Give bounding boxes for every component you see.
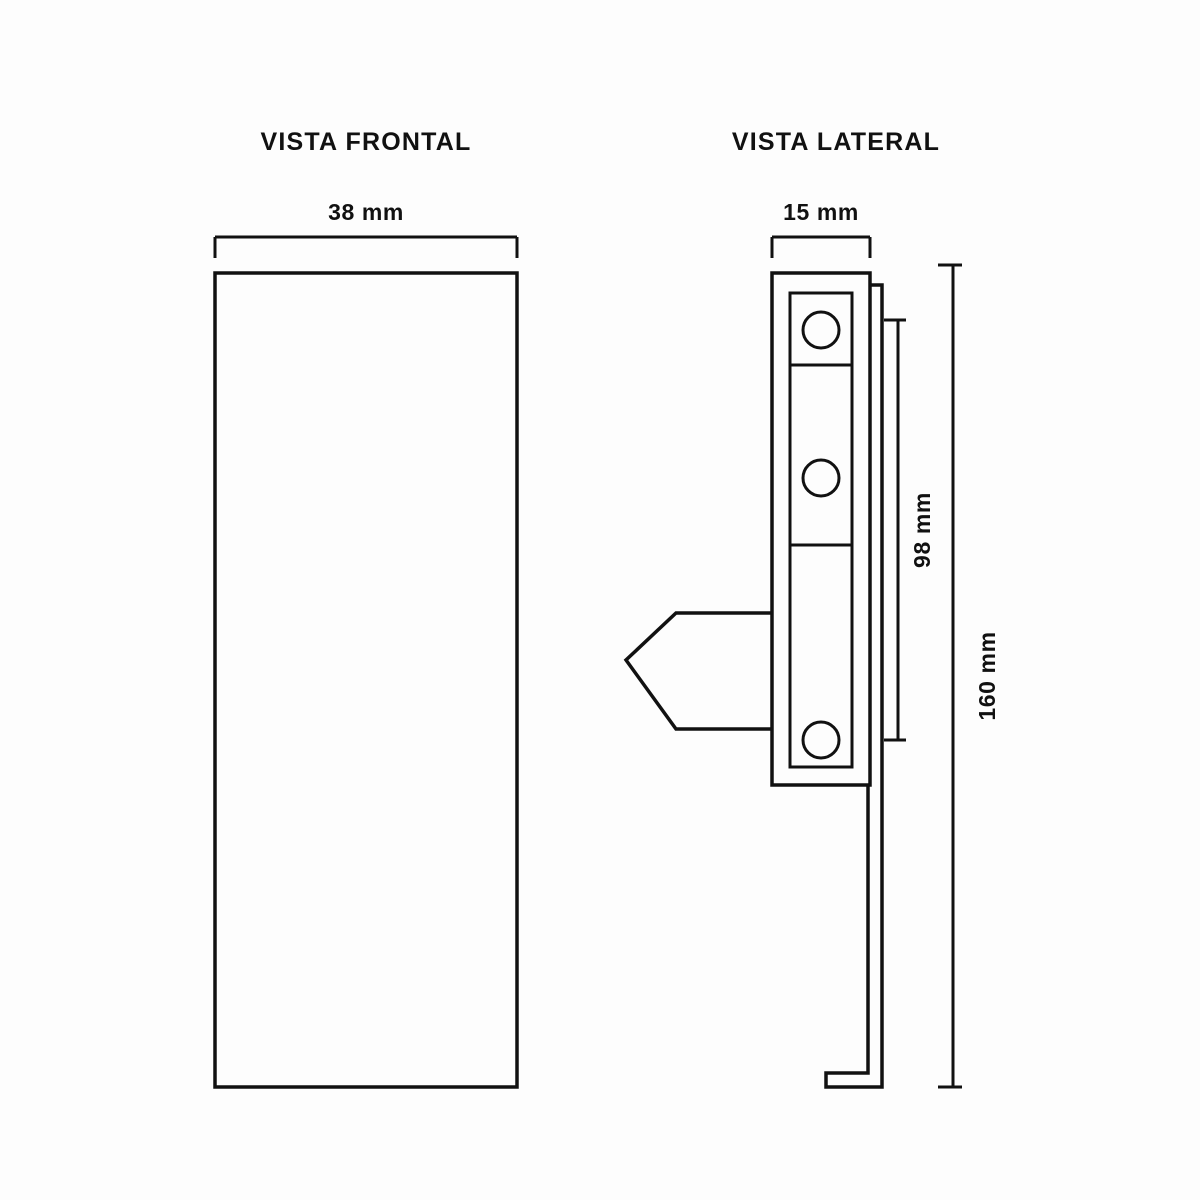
bolt-tongue-outline [626,613,772,729]
side-width-label: 15 mm [783,199,859,225]
side-view-plate-segment-middle [790,365,852,545]
screw-hole-middle-icon [803,460,839,496]
total-height-dimension [938,265,1000,1087]
side-view-plate-segment-top [790,293,852,365]
side-view-plate-segment-bottom [790,545,852,767]
side-view-title: VISTA LATERAL [731,128,941,156]
front-width-dimension [215,199,517,258]
side-view-faceplate-strip [826,285,882,1087]
screw-hole-top-icon [803,312,839,348]
front-view-title: VISTA FRONTAL [260,128,472,156]
front-width-label: 38 mm [328,199,404,225]
screw-span-dimension [884,320,935,740]
front-view-body-outline [215,273,517,1087]
side-view-case-outline [772,273,870,785]
screw-span-label: 98 mm [909,492,935,568]
total-height-label: 160 mm [974,631,1000,721]
front-view-group [215,128,517,1087]
side-view-group [626,128,1000,1087]
side-width-dimension [772,199,870,258]
screw-hole-bottom-icon [803,722,839,758]
